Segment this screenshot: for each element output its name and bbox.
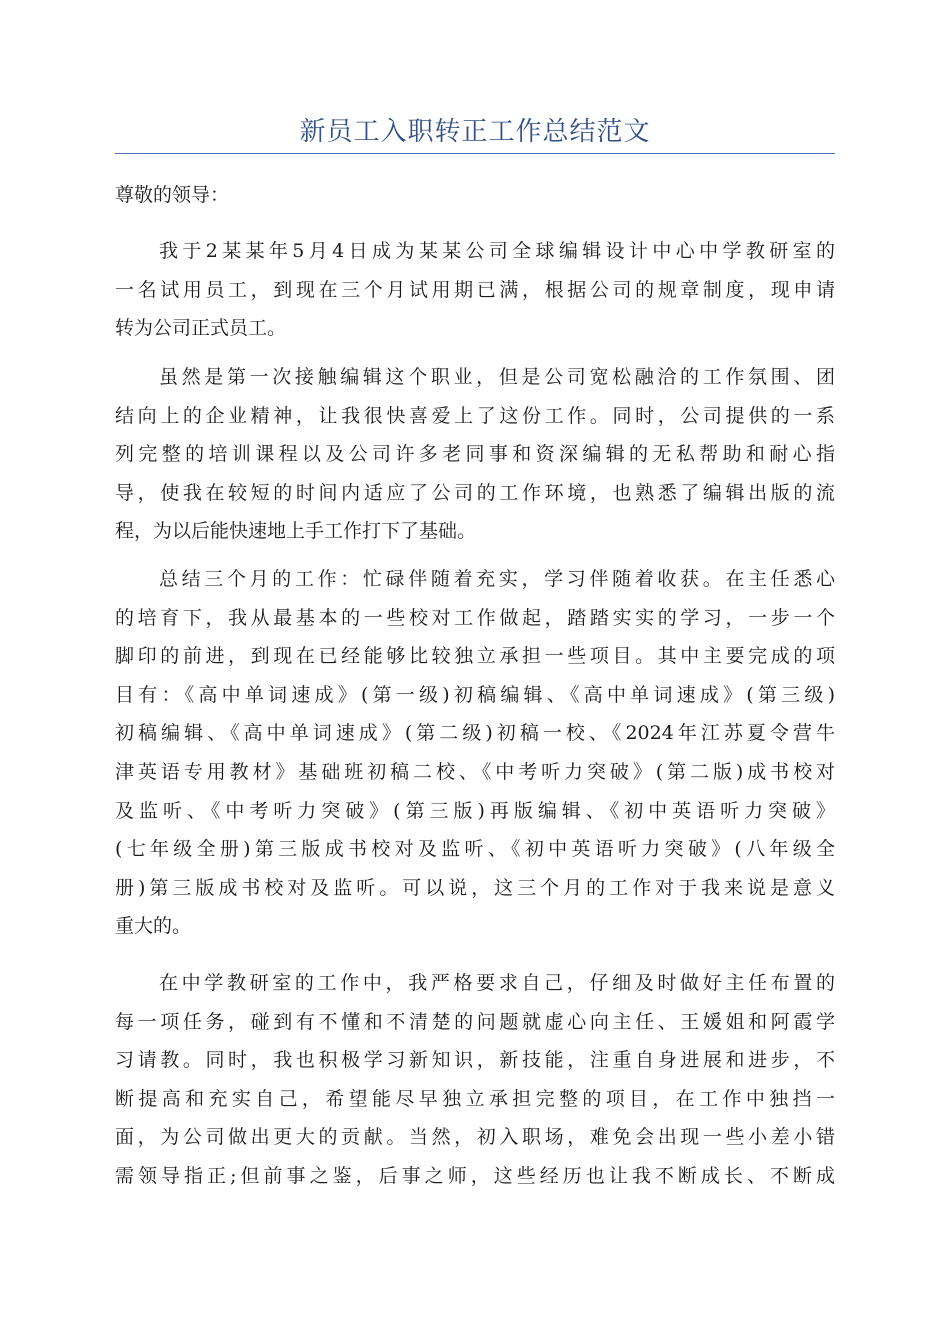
paragraph-line: 虽然是第一次接触编辑这个职业，但是公司宽松融洽的工作氛围、团 bbox=[159, 366, 835, 388]
paragraph-line: 总结三个月的工作：忙碌伴随着充实，学习伴随着收获。在主任悉心 bbox=[159, 568, 835, 590]
paragraph-line: 册)第三版成书校对及监听。可以说，这三个月的工作对于我来说是意义 bbox=[115, 876, 835, 899]
paragraph-line: 目有：《高中单词速成》(第一级)初稿编辑、《高中单词速成》(第三级) bbox=[115, 683, 835, 706]
paragraph-line: 津英语专用教材》基础班初稿二校、《中考听力突破》(第二版)成书校对 bbox=[115, 760, 835, 783]
salutation: 尊敬的领导： bbox=[115, 184, 230, 206]
paragraph-line: 在中学教研室的工作中，我严格要求自己，仔细及时做好主任布置的 bbox=[159, 972, 835, 994]
paragraph-line: 习请教。同时，我也积极学习新知识，新技能，注重自身进展和进步，不 bbox=[115, 1049, 835, 1072]
paragraph-line: 列完整的培训课程以及公司许多老同事和资深编辑的无私帮助和耐心指 bbox=[115, 443, 835, 466]
title-underline bbox=[115, 153, 835, 154]
paragraph-4 bbox=[115, 964, 835, 1196]
paragraph-line: 脚印的前进，到现在已经能够比较独立承担一些项目。其中主要完成的项 bbox=[115, 645, 835, 668]
paragraph-2 bbox=[115, 358, 835, 551]
paragraph-line: 一名试用员工，到现在三个月试用期已满，根据公司的规章制度，现申请 bbox=[115, 278, 835, 301]
document-title: 新员工入职转正工作总结范文 bbox=[299, 117, 651, 147]
paragraph-line: 初稿编辑、《高中单词速成》(第二级)初稿一校、《2024年江苏夏令营牛 bbox=[115, 722, 835, 745]
paragraph-line: 程，为以后能快速地上手工作打下了基础。 bbox=[115, 520, 477, 543]
paragraph-line: 面，为公司做出更大的贡献。当然，初入职场，难免会出现一些小差小错 bbox=[115, 1126, 835, 1149]
paragraph-line: 的培育下，我从最基本的一些校对工作做起，踏踏实实的学习，一步一个 bbox=[115, 606, 835, 629]
paragraph-line: 我于2某某年5月4日成为某某公司全球编辑设计中心中学教研室的 bbox=[159, 240, 835, 262]
paragraph-line: 需领导指正;但前事之鉴，后事之师，这些经历也让我不断成长、不断成 bbox=[115, 1164, 835, 1187]
paragraph-3 bbox=[115, 560, 835, 946]
paragraph-line: 及监听、《中考听力突破》(第三版)再版编辑、《初中英语听力突破》 bbox=[115, 799, 835, 822]
paragraph-line: (七年级全册)第三版成书校对及监听、《初中英语听力突破》(八年级全 bbox=[115, 838, 835, 861]
paragraph-line: 结向上的企业精神，让我很快喜爱上了这份工作。同时，公司提供的一系 bbox=[115, 404, 835, 427]
paragraph-line: 每一项任务，碰到有不懂和不清楚的问题就虚心向主任、王媛姐和阿霞学 bbox=[115, 1010, 835, 1033]
paragraph-line: 转为公司正式员工。 bbox=[115, 317, 287, 340]
paragraph-line: 断提高和充实自己，希望能尽早独立承担完整的项目，在工作中独挡一 bbox=[115, 1087, 835, 1110]
paragraph-1 bbox=[115, 232, 835, 348]
paragraph-line: 导，使我在较短的时间内适应了公司的工作环境，也熟悉了编辑出版的流 bbox=[115, 481, 835, 504]
paragraph-line: 重大的。 bbox=[115, 915, 192, 938]
